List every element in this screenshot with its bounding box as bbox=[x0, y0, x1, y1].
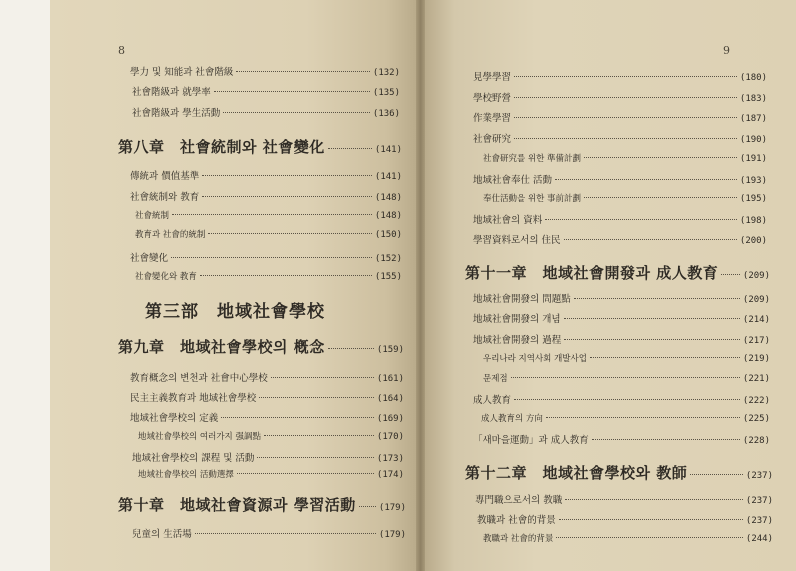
entry-title: 「새마을運動」과 成人教育 bbox=[473, 435, 589, 446]
left-page bbox=[50, 0, 416, 571]
dot-leader bbox=[564, 239, 737, 240]
section-entry bbox=[130, 250, 402, 264]
section-entry bbox=[473, 232, 767, 246]
section-entry bbox=[473, 172, 767, 186]
subsection-entry bbox=[481, 412, 770, 424]
entry-page-number: (193) bbox=[739, 176, 767, 186]
section-entry bbox=[475, 492, 773, 506]
section-entry bbox=[477, 512, 773, 526]
section-entry bbox=[473, 212, 767, 226]
entry-title: 教育과 社會的統制 bbox=[135, 230, 206, 240]
dot-leader bbox=[271, 377, 374, 378]
entry-title: 社會變化와 教育 bbox=[135, 272, 197, 282]
entry-page-number: (141) bbox=[374, 172, 402, 182]
dot-leader bbox=[195, 533, 376, 534]
section-entry bbox=[130, 410, 404, 424]
dot-leader bbox=[514, 97, 737, 98]
section-entry bbox=[473, 69, 767, 83]
dot-leader bbox=[592, 439, 740, 440]
section-entry bbox=[130, 370, 404, 384]
entry-title: 見學學習 bbox=[473, 72, 512, 83]
entry-title: 社會統制 bbox=[135, 211, 170, 221]
entry-title: 地域社會開發의 過程 bbox=[473, 335, 562, 346]
dot-leader bbox=[556, 537, 742, 538]
section-entry bbox=[132, 84, 400, 98]
dot-leader bbox=[584, 197, 737, 198]
entry-page-number: (214) bbox=[742, 315, 770, 325]
entry-title: 第九章 地域社會學校의 槪念 bbox=[118, 338, 325, 356]
dot-leader bbox=[259, 397, 374, 398]
entry-title: 地域社會開發의 개념 bbox=[473, 314, 561, 325]
entry-title: 民主主義教育과 地域社會學校 bbox=[130, 393, 257, 404]
entry-page-number: (244) bbox=[745, 534, 773, 544]
section-entry bbox=[130, 390, 404, 404]
entry-title: 成人教育의 方向 bbox=[481, 414, 543, 424]
subsection-entry bbox=[135, 228, 402, 240]
dot-leader bbox=[264, 435, 374, 436]
entry-page-number: (148) bbox=[374, 211, 402, 221]
entry-title: 學力 및 知能과 社會階級 bbox=[130, 67, 234, 78]
entry-page-number: (132) bbox=[372, 68, 400, 78]
section-entry bbox=[130, 189, 402, 203]
dot-leader bbox=[514, 138, 737, 139]
entry-title: 傳統과 價值基準 bbox=[130, 171, 200, 182]
subsection-entry bbox=[483, 152, 767, 164]
section-entry bbox=[130, 64, 400, 78]
dot-leader bbox=[564, 339, 740, 340]
entry-page-number: (161) bbox=[376, 374, 404, 384]
section-entry bbox=[132, 526, 406, 540]
section-entry bbox=[132, 450, 404, 464]
entry-page-number: (152) bbox=[374, 254, 402, 264]
entry-title: 地域社會學校의 여러가지 强調點 bbox=[138, 432, 261, 442]
entry-title: 作業學習 bbox=[473, 113, 512, 124]
dot-leader bbox=[359, 506, 376, 507]
dot-leader bbox=[721, 274, 740, 275]
entry-page-number: (159) bbox=[376, 345, 404, 355]
dot-leader bbox=[257, 457, 373, 458]
entry-title: 社會研究 bbox=[473, 134, 512, 145]
subsection-entry bbox=[135, 209, 402, 221]
section-entry bbox=[473, 332, 770, 346]
subsection-entry bbox=[138, 468, 404, 480]
section-entry bbox=[473, 90, 767, 104]
entry-page-number: (219) bbox=[742, 354, 770, 364]
subsection-entry bbox=[483, 192, 767, 204]
entry-title: 第十二章 地域社會學校와 教師 bbox=[465, 464, 688, 482]
dot-leader bbox=[214, 91, 370, 92]
entry-page-number: (179) bbox=[378, 530, 406, 540]
dot-leader bbox=[202, 196, 372, 197]
page-number: 8 bbox=[118, 44, 125, 57]
entry-page-number: (225) bbox=[742, 414, 770, 424]
dot-leader bbox=[223, 112, 370, 113]
entry-title: 地域社會學校의 定義 bbox=[130, 413, 219, 424]
entry-title: 學習資料로서의 住民 bbox=[473, 235, 561, 246]
dot-leader bbox=[172, 214, 372, 215]
dot-leader bbox=[208, 233, 371, 234]
section-entry bbox=[473, 110, 767, 124]
entry-page-number: (237) bbox=[745, 471, 773, 481]
entry-title: 社會統制와 教育 bbox=[130, 192, 200, 203]
section-entry bbox=[473, 131, 767, 145]
dot-leader bbox=[171, 257, 372, 258]
entry-title: 教育概念의 변천과 社會中心學校 bbox=[130, 373, 268, 384]
entry-page-number: (190) bbox=[739, 135, 767, 145]
entry-title: 地域社會奉仕 活動 bbox=[473, 175, 553, 186]
section-entry bbox=[473, 432, 770, 446]
dot-leader bbox=[328, 348, 374, 349]
scan-margin bbox=[0, 0, 50, 571]
chapter-entry bbox=[118, 336, 404, 357]
dot-leader bbox=[221, 417, 374, 418]
dot-leader bbox=[584, 157, 737, 158]
entry-page-number: (169) bbox=[376, 414, 404, 424]
entry-title: 地域社會學校의 活動選擇 bbox=[138, 470, 234, 480]
dot-leader bbox=[590, 357, 740, 358]
entry-page-number: (179) bbox=[378, 503, 406, 513]
entry-page-number: (237) bbox=[745, 516, 773, 526]
section-entry bbox=[130, 168, 402, 182]
dot-leader bbox=[202, 175, 372, 176]
entry-page-number: (191) bbox=[739, 154, 767, 164]
subsection-entry bbox=[483, 372, 770, 384]
dot-leader bbox=[546, 417, 740, 418]
entry-title: 문제점 bbox=[483, 374, 508, 384]
entry-page-number: (141) bbox=[374, 145, 402, 155]
dot-leader bbox=[565, 499, 743, 500]
entry-page-number: (222) bbox=[742, 396, 770, 406]
subsection-entry bbox=[138, 430, 404, 442]
entry-title: 社會研究를 위한 準備計劃 bbox=[483, 154, 582, 164]
right-page bbox=[425, 0, 796, 571]
dot-leader bbox=[545, 219, 737, 220]
entry-title: 兒童의 生活場 bbox=[132, 529, 192, 540]
chapter-entry bbox=[465, 262, 770, 283]
entry-title: 教職과 社會的背景 bbox=[477, 515, 556, 526]
dot-leader bbox=[574, 298, 740, 299]
entry-page-number: (217) bbox=[742, 336, 770, 346]
entry-title: 地域社會의 資料 bbox=[473, 215, 543, 226]
entry-title: 社會階級과 就學率 bbox=[132, 87, 211, 98]
entry-page-number: (150) bbox=[374, 230, 402, 240]
dot-leader bbox=[555, 179, 737, 180]
subsection-entry bbox=[483, 532, 773, 544]
entry-page-number: (187) bbox=[739, 114, 767, 124]
dot-leader bbox=[236, 71, 369, 72]
section-entry bbox=[473, 291, 770, 305]
entry-page-number: (221) bbox=[742, 374, 770, 384]
entry-title: 第十一章 地域社會開發과 成人教育 bbox=[465, 264, 719, 282]
entry-title: 社會變化 bbox=[130, 253, 169, 264]
book-gutter bbox=[416, 0, 425, 571]
entry-title: 成人教育 bbox=[473, 395, 512, 406]
dot-leader bbox=[559, 519, 743, 520]
subsection-entry bbox=[483, 352, 770, 364]
entry-title: 第十章 地域社會資源과 學習活動 bbox=[118, 496, 356, 514]
entry-page-number: (209) bbox=[742, 271, 770, 281]
entry-page-number: (174) bbox=[376, 470, 404, 480]
entry-page-number: (180) bbox=[739, 73, 767, 83]
entry-page-number: (164) bbox=[376, 394, 404, 404]
section-entry bbox=[473, 311, 770, 325]
entry-page-number: (228) bbox=[742, 436, 770, 446]
subsection-entry bbox=[135, 270, 402, 282]
dot-leader bbox=[514, 399, 740, 400]
dot-leader bbox=[511, 377, 740, 378]
section-entry bbox=[473, 392, 770, 406]
dot-leader bbox=[237, 473, 374, 474]
entry-page-number: (135) bbox=[372, 88, 400, 98]
dot-leader bbox=[514, 117, 737, 118]
entry-page-number: (170) bbox=[376, 432, 404, 442]
dot-leader bbox=[564, 318, 740, 319]
entry-page-number: (209) bbox=[742, 295, 770, 305]
dot-leader bbox=[200, 275, 372, 276]
entry-page-number: (198) bbox=[739, 216, 767, 226]
entry-title: 地域社會開發의 問題點 bbox=[473, 294, 571, 305]
chapter-entry bbox=[118, 494, 406, 515]
part-heading: 第三部 地域社會學校 bbox=[145, 302, 325, 322]
entry-page-number: (136) bbox=[372, 109, 400, 119]
entry-title: 教職과 社會的背景 bbox=[483, 534, 554, 544]
dot-leader bbox=[690, 474, 743, 475]
entry-title: 우리나라 지역사회 개발사업 bbox=[483, 354, 587, 364]
entry-title: 學校野營 bbox=[473, 93, 512, 104]
dot-leader bbox=[514, 76, 737, 77]
chapter-entry bbox=[118, 136, 402, 157]
entry-title: 地域社會學校의 課程 및 活動 bbox=[132, 453, 255, 464]
entry-title: 奉仕活動을 위한 事前計劃 bbox=[483, 194, 582, 204]
chapter-entry bbox=[465, 462, 773, 483]
entry-title: 社會階級과 學生活動 bbox=[132, 108, 221, 119]
entry-page-number: (195) bbox=[739, 194, 767, 204]
entry-page-number: (173) bbox=[376, 454, 404, 464]
entry-page-number: (237) bbox=[745, 496, 773, 506]
entry-title: 專門職으로서의 教職 bbox=[475, 495, 563, 506]
page-number: 9 bbox=[723, 44, 730, 57]
section-entry bbox=[132, 105, 400, 119]
entry-page-number: (200) bbox=[739, 236, 767, 246]
entry-page-number: (183) bbox=[739, 94, 767, 104]
entry-page-number: (148) bbox=[374, 193, 402, 203]
dot-leader bbox=[328, 148, 372, 149]
entry-title: 第八章 社會統制와 社會變化 bbox=[118, 138, 325, 156]
entry-page-number: (155) bbox=[374, 272, 402, 282]
